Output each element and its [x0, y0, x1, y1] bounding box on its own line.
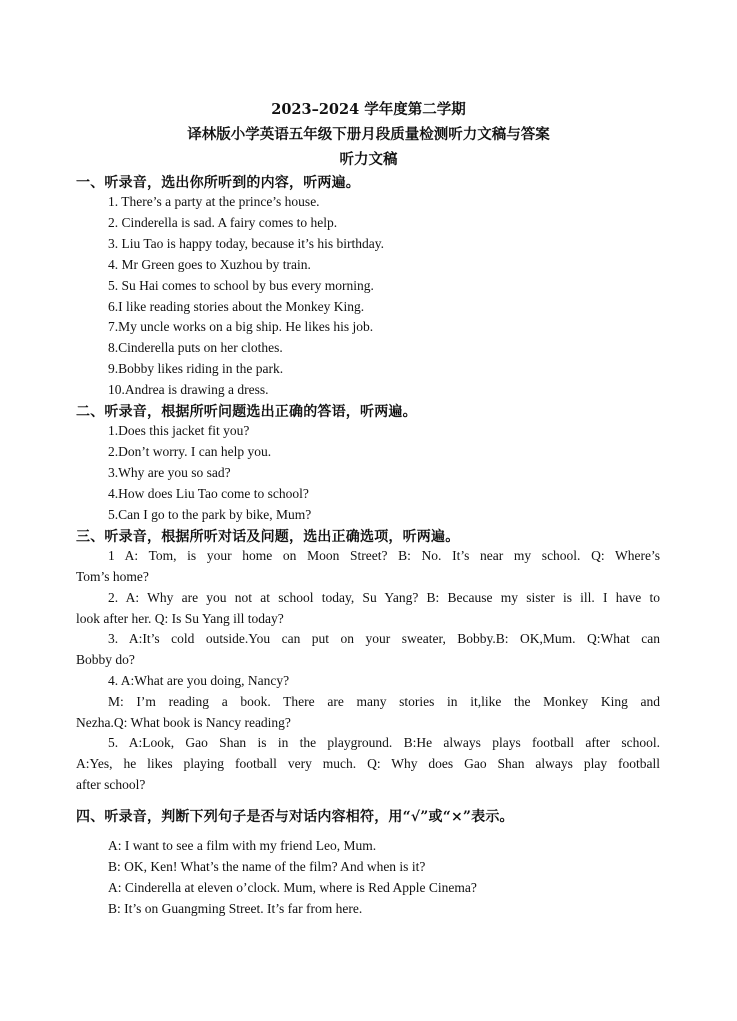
part3-line: 3. A:It’s cold outside.You can put on your sweater, Bobby.B: OK,Mum. Q:What can — [108, 631, 660, 646]
part3-line: M: I’m reading a book. There are many stories in it,like the Monkey King and — [108, 694, 660, 709]
part3-line: 2. A: Why are you not at school today, Su Yang? B: Because my sister is ill. I have to — [108, 590, 660, 605]
part3-line: 1 A: Tom, is your home on Moon Street? B: No. It’s near my school. Q: Where’s — [108, 548, 660, 563]
part4-line: B: It’s on Guangming Street. It’s far from here. — [108, 901, 363, 916]
part4-line: B: OK, Ken! What’s the name of the film? And when is it? — [108, 859, 426, 874]
part2-item: 1.Does this jacket fit you? — [108, 423, 250, 438]
part3-line: 5. A:Look, Gao Shan is in the playground. B:He always plays football after school. — [108, 735, 660, 750]
part1-item: 2. Cinderella is sad. A fairy comes to help. — [108, 215, 338, 230]
part3-line: Bobby do? — [76, 652, 135, 667]
year-line: 2023–2024 学年度第二学期 — [271, 101, 466, 118]
part1-item: 5. Su Hai comes to school by bus every morning. — [108, 278, 374, 293]
part1-item: 9.Bobby likes riding in the park. — [108, 361, 284, 376]
part2-item: 4.How does Liu Tao come to school? — [108, 486, 309, 501]
section-title: 听力文稿 — [339, 151, 398, 168]
document-subtitle: 译林版小学英语五年级下册月段质量检测听力文稿与答案 — [187, 126, 550, 143]
part2-heading: 二、听录音，根据所听问题选出正确的答语，听两遍。 — [76, 404, 417, 420]
part2-item: 5.Can I go to the park by bike, Mum? — [108, 507, 312, 522]
part1-item: 1. There’s a party at the prince’s house. — [108, 194, 320, 209]
part1-item: 3. Liu Tao is happy today, because it’s his birthday. — [108, 236, 385, 251]
part1-item: 10.Andrea is drawing a dress. — [108, 382, 269, 397]
part3-line: look after her. Q: Is Su Yang ill today? — [76, 611, 284, 626]
part1-item: 6.I like reading stories about the Monkey King. — [108, 299, 365, 314]
part4-line: A: Cinderella at eleven o’clock. Mum, where is Red Apple Cinema? — [108, 880, 477, 895]
part3-line: A:Yes, he likes playing football very much. Q: Why does Gao Shan always play football — [76, 756, 660, 771]
part1-heading: 一、听录音，选出你所听到的内容，听两遍。 — [76, 175, 360, 191]
part3-line: Nezha.Q: What book is Nancy reading? — [76, 715, 291, 730]
part4-line: A: I want to see a film with my friend Leo, Mum. — [108, 838, 377, 853]
part1-item: 7.My uncle works on a big ship. He likes his job. — [108, 319, 374, 334]
part4-heading: 四、听录音，判断下列句子是否与对话内容相符，用“√”或“×”表示。 — [76, 809, 514, 825]
part2-item: 3.Why are you so sad? — [108, 465, 231, 480]
part1-item: 8.Cinderella puts on her clothes. — [108, 340, 283, 355]
part3-line: 4. A:What are you doing, Nancy? — [108, 673, 290, 688]
part1-item: 4. Mr Green goes to Xuzhou by train. — [108, 257, 311, 272]
part2-item: 2.Don’t worry. I can help you. — [108, 444, 272, 459]
part3-heading: 三、听录音，根据所听对话及问题，选出正确选项，听两遍。 — [76, 529, 460, 545]
part3-line: Tom’s home? — [76, 569, 149, 584]
part3-line: after school? — [76, 777, 146, 792]
